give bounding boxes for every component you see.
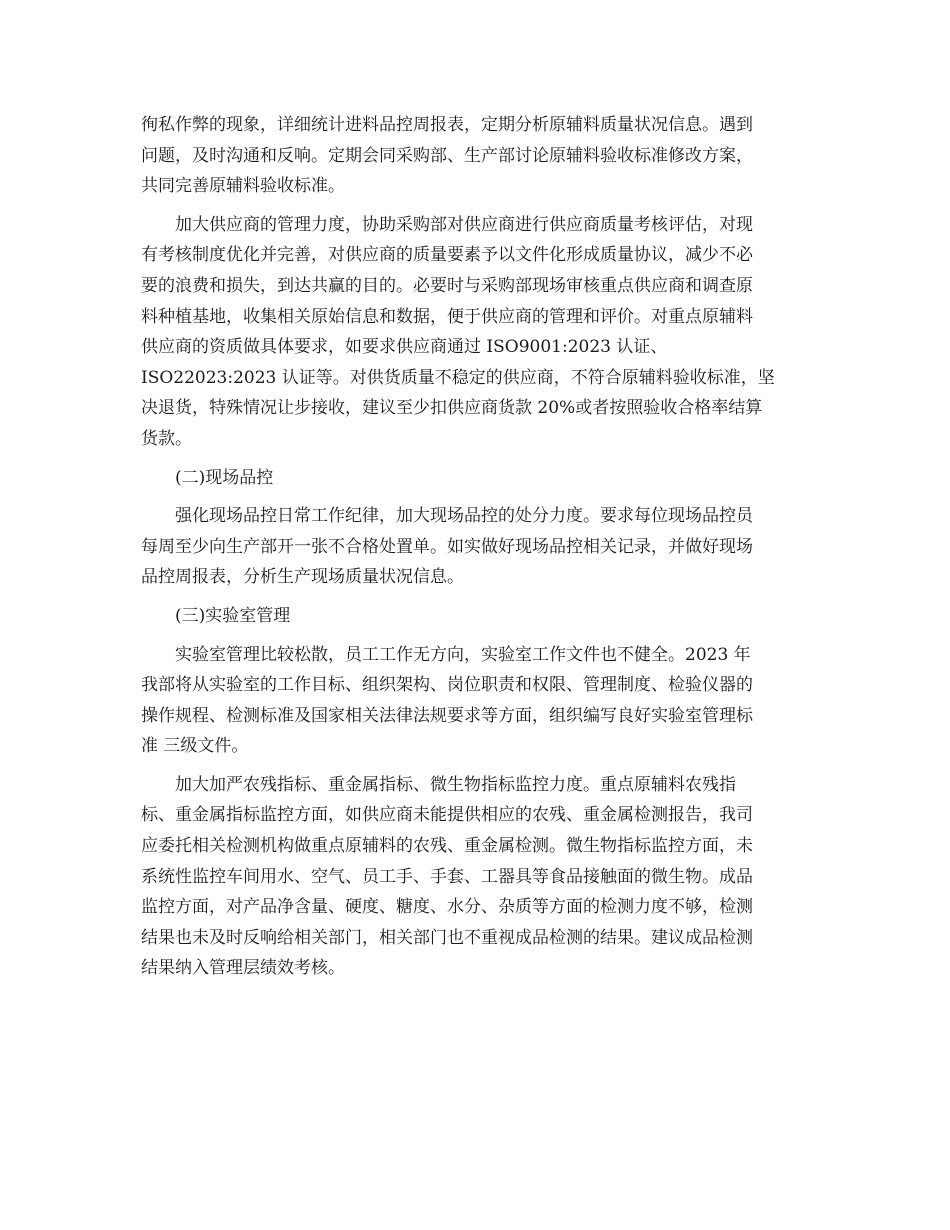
text-line: 监控方面，对产品净含量、硬度、糖度、水分、杂质等方面的检测力度不够，检测	[141, 897, 753, 918]
text-line: 结果纳入管理层绩效考核。	[141, 958, 345, 979]
section-heading-onsite-qc	[141, 463, 811, 494]
text-line: 系统性监控车间用水、空气、员工手、手套、工器具等食品接触面的微生物。成品	[141, 866, 753, 887]
text-line: 问题，及时沟通和反响。定期会同采购部、生产部讨论原辅料验收标准修改方案，	[141, 145, 753, 166]
text-line: 每周至少向生产部开一张不合格处置单。如实做好现场品控相关记录，并做好现场	[141, 536, 753, 557]
section-heading-lab-management	[141, 601, 811, 632]
section-heading: (二)现场品控	[175, 467, 274, 488]
text-line: 我部将从实验室的工作目标、组织架构、岗位职责和权限、管理制度、检验仪器的	[141, 675, 753, 696]
text-line: 加大供应商的管理力度，协助采购部对供应商进行供应商质量考核评估，对现	[175, 214, 753, 235]
paragraph-onsite-qc	[141, 501, 811, 593]
paragraph-lab-management	[141, 640, 811, 762]
text-line: 共同完善原辅料验收标准。	[141, 176, 345, 197]
paragraph-supplier-management	[141, 210, 811, 455]
text-line: 决退货，特殊情况让步接收，建议至少扣供应商货款 20%或者按照验收合格率结算	[141, 398, 763, 419]
text-line: 操作规程、检测标准及国家相关法律法规要求等方面，组织编写良好实验室管理标	[141, 705, 753, 726]
text-line: 料种植基地，收集相关原始信息和数据，便于供应商的管理和评价。对重点原辅料	[141, 306, 753, 327]
text-line: 货款。	[141, 428, 192, 449]
paragraph-indicator-monitoring	[141, 770, 811, 984]
document-body	[141, 110, 811, 984]
text-line: 加大加严农残指标、重金属指标、微生物指标监控力度。重点原辅料农残指	[175, 774, 736, 795]
text-line: 徇私作弊的现象，详细统计进料品控周报表，定期分析原辅料质量状况信息。遇到	[141, 115, 753, 135]
text-line: 有考核制度优化并完善，对供应商的质量要素予以文件化形成质量协议，减少不必	[141, 245, 753, 266]
text-line: 标、重金属指标监控方面，如供应商未能提供相应的农残、重金属检测报告，我司	[141, 805, 753, 826]
text-line: ISO22023:2023 认证等。对供货质量不稳定的供应商，不符合原辅料验收标准，坚	[141, 367, 775, 388]
text-line: 要的浪费和损失，到达共赢的目的。必要时与采购部现场审核重点供应商和调查原	[141, 275, 753, 296]
paragraph-continuation	[141, 110, 811, 202]
text-line: 强化现场品控日常工作纪律，加大现场品控的处分力度。要求每位现场品控员	[175, 506, 753, 527]
section-heading: (三)实验室管理	[175, 605, 291, 626]
text-line: 品控周报表，分析生产现场质量状况信息。	[141, 567, 464, 588]
text-line: 应委托相关检测机构做重点原辅料的农残、重金属检测。微生物指标监控方面，未	[141, 836, 753, 857]
text-line: 准 三级文件。	[141, 736, 249, 757]
text-line: 结果也未及时反响给相关部门，相关部门也不重视成品检测的结果。建议成品检测	[141, 927, 753, 948]
text-line: 供应商的资质做具体要求，如要求供应商通过 ISO9001:2023 认证、	[141, 337, 668, 358]
text-line: 实验室管理比较松散，员工工作无方向，实验室工作文件也不健全。2023 年	[175, 644, 751, 665]
